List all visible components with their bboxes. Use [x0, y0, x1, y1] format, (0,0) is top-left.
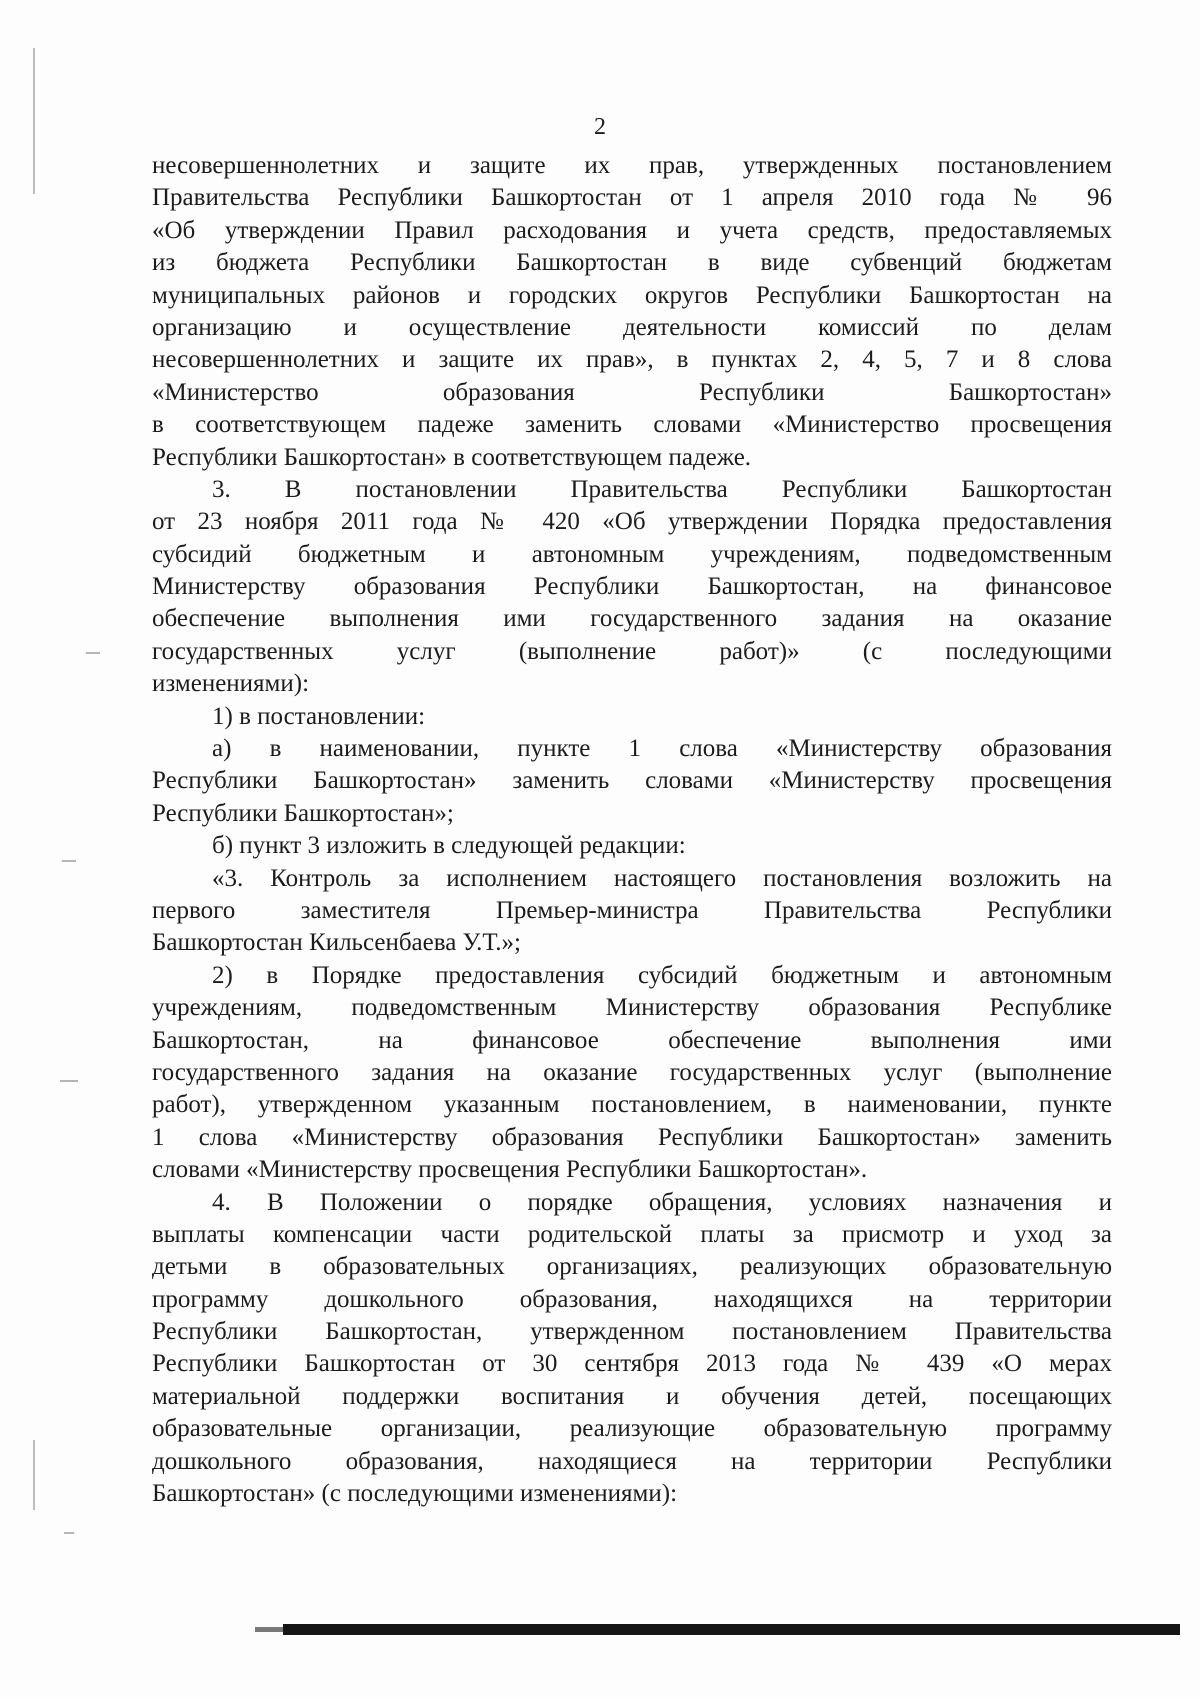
text-line: детьми в образовательных организациях, реализующих образовательную: [152, 1253, 1112, 1281]
subitem-a: а) в наименовании, пункте 1 слова «Министерству образования: [212, 735, 1112, 763]
text-line: Министерству образования Республики Башкортостан, на финансовое: [152, 573, 1112, 601]
text-line: работ), утвержденном указанным постановлением, в наименовании, пункте: [152, 1091, 1112, 1119]
text-line: в соответствующем падеже заменить словами «Министерство просвещения: [152, 411, 1112, 439]
subitem-1: 1) в постановлении:: [212, 702, 426, 730]
text-line: Башкортостан, на финансовое обеспечение выполнения ими: [152, 1026, 1112, 1054]
text-line: дошкольного образования, находящиеся на территории Республики: [152, 1447, 1112, 1475]
text-line: Республики Башкортостан» в соответствующем падеже.: [152, 443, 752, 471]
text-line: несовершеннолетних и защите их прав», в пунктах 2, 4, 5, 7 и 8 слова: [152, 346, 1112, 374]
text-line: из бюджета Республики Башкортостан в виде субвенций бюджетам: [152, 249, 1112, 277]
text-line: программу дошкольного образования, находящихся на территории: [152, 1285, 1112, 1313]
text-line: субсидий бюджетным и автономным учреждениям, подведомственным: [152, 540, 1112, 568]
scan-edge-fade: [255, 1627, 285, 1632]
scan-bottom-edge: [283, 1624, 1180, 1635]
text-line: «Об утверждении Правил расходования и учета средств, предоставляемых: [152, 216, 1112, 244]
scan-margin-line: [33, 1440, 35, 1510]
scan-margin-mark: [86, 652, 100, 654]
text-line: выплаты компенсации части родительской платы за присмотр и уход за: [152, 1220, 1112, 1248]
scan-margin-mark: [62, 860, 76, 862]
text-line: Правительства Республики Башкортостан от 1 апреля 2010 года № 96: [152, 184, 1112, 212]
text-line: Республики Башкортостан»;: [152, 799, 454, 827]
text-line: образовательные организации, реализующие образовательную программу: [152, 1415, 1112, 1443]
text-line: от 23 ноября 2011 года № 420 «Об утверждении Порядка предоставления: [152, 508, 1112, 536]
text-line: государственного задания на оказание государственных услуг (выполнение: [152, 1058, 1112, 1086]
paragraph-start-item-3: 3. В постановлении Правительства Республики Башкортостан: [212, 475, 1112, 503]
text-line: «Министерство образования Республики Башкортостан»: [152, 378, 1112, 406]
subitem-b: б) пункт 3 изложить в следующей редакции:: [212, 832, 686, 860]
text-line: материальной поддержки воспитания и обучения детей, посещающих: [152, 1382, 1112, 1410]
text-line: Республики Башкортостан от 30 сентября 2013 года № 439 «О мерах: [152, 1350, 1112, 1378]
text-line: Башкортостан Кильсенбаева У.Т.»;: [152, 929, 521, 957]
paragraph-start-item-4: 4. В Положении о порядке обращения, условиях назначения и: [212, 1188, 1112, 1216]
text-line: словами «Министерству просвещения Республики Башкортостан».: [152, 1156, 868, 1184]
text-line: Республики Башкортостан, утвержденном постановлением Правительства: [152, 1318, 1112, 1346]
text-line: муниципальных районов и городских округов Республики Башкортостан на: [152, 281, 1112, 309]
text-line: организацию и осуществление деятельности комиссий по делам: [152, 313, 1112, 341]
text-line: Башкортостан» (с последующими изменениями):: [152, 1480, 678, 1508]
text-line: несовершеннолетних и защите их прав, утвержденных постановлением: [152, 152, 1112, 179]
page-number: 2: [594, 114, 606, 140]
text-line: 1 слова «Министерству образования Республики Башкортостан» заменить: [152, 1123, 1112, 1151]
quoted-item-3: «3. Контроль за исполнением настоящего постановления возложить на: [212, 864, 1112, 892]
text-line: учреждениям, подведомственным Министерству образования Республике: [152, 994, 1112, 1022]
text-line: Республики Башкортостан» заменить словами «Министерству просвещения: [152, 767, 1112, 795]
text-line: первого заместителя Премьер-министра Правительства Республики: [152, 896, 1112, 924]
scan-margin-mark: [60, 1080, 78, 1082]
subitem-2: 2) в Порядке предоставления субсидий бюджетным и автономным: [212, 961, 1112, 989]
text-line: обеспечение выполнения ими государственного задания на оказание: [152, 605, 1112, 633]
document-body: [152, 150, 1112, 1510]
scan-margin-mark: [64, 1532, 74, 1534]
text-line: изменениями):: [152, 670, 310, 698]
text-line: государственных услуг (выполнение работ)» (с последующими: [152, 637, 1112, 665]
